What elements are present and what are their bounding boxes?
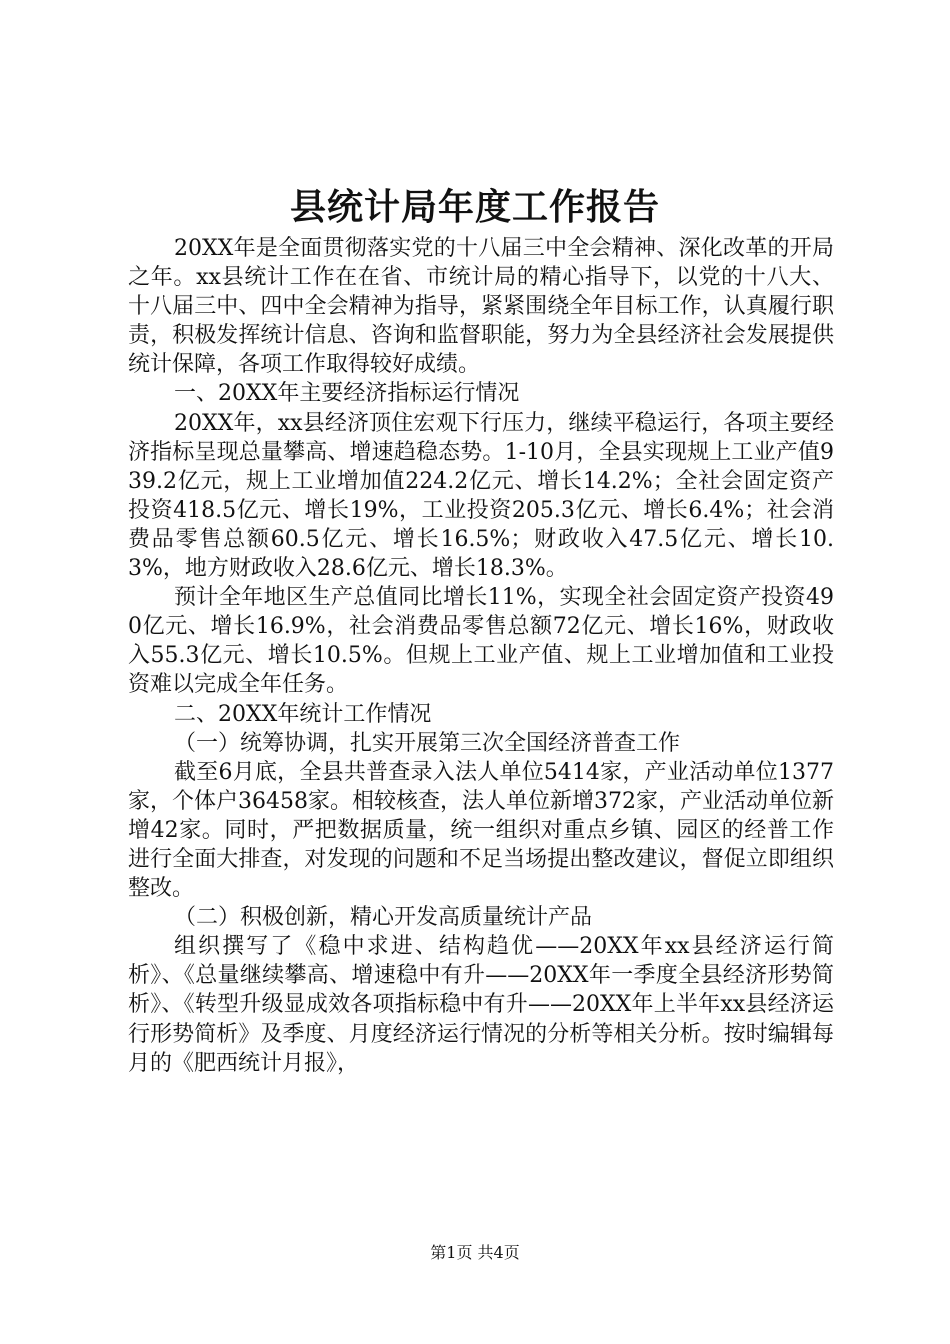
document-title: 县统计局年度工作报告 xyxy=(289,187,660,228)
page-footer: 第1页 共4页 xyxy=(430,1243,520,1262)
paragraph-products: 组织撰写了《稳中求进、结构趋优——20XX年xx县经济运行简析》、《总量继续攀高、增速稳中有升——20XX年一季度全县经济形势简析》、《转型升级显成效各项指标稳中有升——20XX年上半年xx县经济运行形势简析》及季度、月度经济运行情况的分析等相关分析。按时编辑每月的《肥西统计月报》， xyxy=(128,934,834,1076)
subsection-heading-2: （二）积极创新，精心开发高质量统计产品 xyxy=(174,905,593,931)
section-heading-1: 一、20XX年主要经济指标运行情况 xyxy=(174,381,520,407)
paragraph-census: 截至6月底，全县共普查录入法人单位5414家，产业活动单位1377家，个体户36458家。相较核查，法人单位新增372家，产业活动单位新增42家。同时，严把数据质量，统一组织对重点乡镇、园区的经普工作进行全面大排查，对发现的问题和不足当场提出整改建议，督促立即组织整改。 xyxy=(128,759,834,902)
document-body xyxy=(128,234,834,1078)
paragraph-indicators: 20XX年，xx县经济顶住宏观下行压力，继续平稳运行，各项主要经济指标呈现总量攀高、增速趋稳态势。1-10月，全县实现规上工业产值939.2亿元，规上工业增加值224.2亿元、增长14.2%；全社会固定资产投资418.5亿元、增长19%，工业投资205.3亿元、增长6.4%；社会消费品零售总额60.5亿元、增长16.5%；财政收入47.5亿元、增长10.3%，地方财政收入28.6亿元、增长18.3%。 xyxy=(128,410,834,582)
paragraph-intro: 20XX年是全面贯彻落实党的十八届三中全会精神、深化改革的开局之年。xx县统计工作在在省、市统计局的精心指导下，以党的十八大、十八届三中、四中全会精神为指导，紧紧围绕全年目标工作，认真履行职责，积极发挥统计信息、咨询和监督职能，努力为全县经济社会发展提供统计保障，各项工作取得较好成绩。 xyxy=(128,236,834,378)
paragraph-forecast: 预计全年地区生产总值同比增长11%，实现全社会固定资产投资490亿元、增长16.9%，社会消费品零售总额72亿元、增长16%，财政收入55.3亿元、增长10.5%。但规上工业产值、规上工业增加值和工业投资难以完成全年任务。 xyxy=(128,585,834,698)
subsection-heading-1: （一）统筹协调，扎实开展第三次全国经济普查工作 xyxy=(174,730,681,756)
section-heading-2: 二、20XX年统计工作情况 xyxy=(174,701,432,727)
